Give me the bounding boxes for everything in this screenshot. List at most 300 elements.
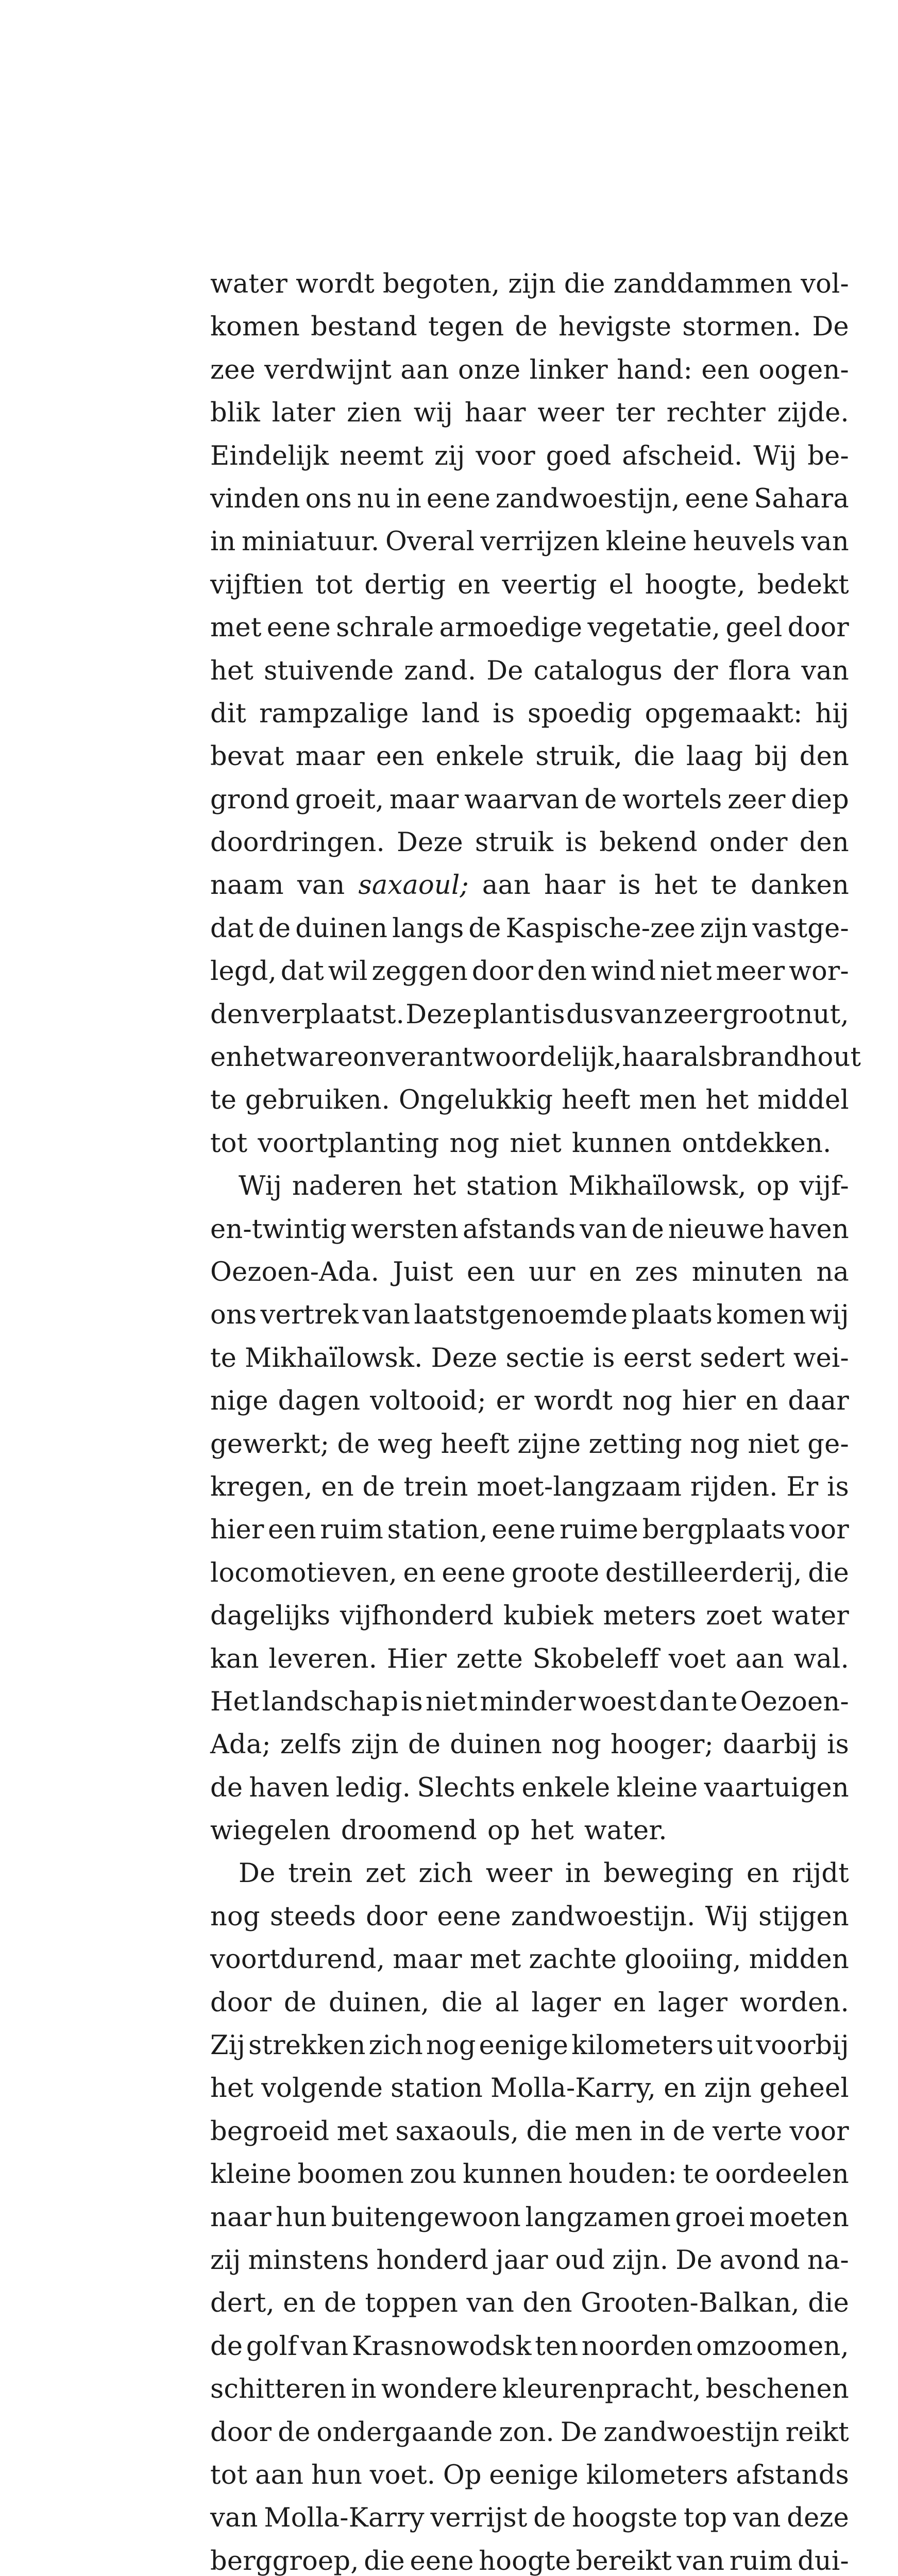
text-line bbox=[210, 435, 849, 478]
word: De bbox=[239, 1858, 276, 1889]
word: wil bbox=[328, 956, 368, 987]
text-line bbox=[210, 1938, 849, 1981]
word: eene bbox=[426, 483, 491, 514]
word: verrijzen bbox=[480, 527, 600, 557]
word: voltooid; bbox=[370, 1386, 486, 1417]
word: die bbox=[442, 1987, 483, 2018]
word: vinden bbox=[210, 483, 300, 514]
word: de bbox=[210, 2331, 243, 2362]
word: Deze bbox=[396, 827, 463, 858]
word: Mikhaïlowsk, bbox=[568, 1171, 747, 1202]
text-line bbox=[210, 2024, 849, 2067]
text-line bbox=[210, 1895, 849, 1938]
word: is bbox=[543, 999, 565, 1030]
word: die bbox=[808, 1557, 849, 1588]
word: landschap bbox=[262, 1686, 399, 1717]
word: wondere bbox=[381, 2374, 498, 2405]
word: Wij bbox=[753, 440, 797, 471]
word: zanddammen bbox=[613, 269, 793, 299]
word: catalogus bbox=[533, 655, 663, 686]
text-line bbox=[210, 1509, 849, 1551]
text-line bbox=[210, 1208, 849, 1251]
word: door bbox=[210, 1987, 272, 2018]
word: zandwoestijn, bbox=[495, 483, 680, 514]
word: eerst bbox=[623, 1343, 692, 1374]
word: ter bbox=[616, 398, 655, 429]
text-line bbox=[210, 2454, 849, 2497]
word: en bbox=[613, 1987, 646, 2018]
word: bereikt bbox=[575, 2546, 672, 2576]
word: water bbox=[771, 1601, 849, 1632]
text-line bbox=[210, 864, 849, 907]
text-line bbox=[210, 2239, 849, 2282]
word: maar bbox=[389, 784, 459, 815]
word: wordt bbox=[296, 269, 375, 299]
word: komen bbox=[716, 1300, 806, 1331]
word: later bbox=[272, 398, 335, 429]
word: hij bbox=[815, 698, 849, 729]
word: Molla-Karry, bbox=[490, 2073, 656, 2104]
word: van bbox=[466, 2288, 515, 2319]
word: in bbox=[210, 527, 236, 557]
word: rijdt bbox=[792, 1858, 849, 1889]
text-line bbox=[210, 2325, 849, 2368]
word: zon. bbox=[499, 2417, 554, 2448]
word: oud bbox=[555, 2245, 605, 2276]
word: hoogte, bbox=[645, 569, 745, 600]
word: onverantwoordelijk, bbox=[352, 1042, 622, 1073]
word: nog bbox=[551, 1730, 601, 1760]
text-line bbox=[210, 1809, 849, 1852]
word: hoogte bbox=[479, 2546, 571, 2576]
word: lager bbox=[658, 1987, 728, 2018]
word: stuivende bbox=[264, 655, 394, 686]
word: buitengewoon bbox=[331, 2202, 521, 2233]
word: en bbox=[745, 1386, 778, 1417]
word: wij bbox=[809, 1300, 849, 1331]
word: duinen bbox=[450, 1730, 543, 1760]
word: Ada; bbox=[210, 1730, 271, 1760]
word: bestand bbox=[311, 312, 417, 343]
word: een bbox=[701, 354, 750, 385]
word: nut, bbox=[795, 999, 849, 1030]
word: vijfhonderd bbox=[340, 1601, 494, 1632]
word: ons bbox=[210, 1300, 257, 1331]
word: heuvels bbox=[693, 527, 795, 557]
word: Krasnowodsk bbox=[351, 2331, 532, 2362]
word: Zij bbox=[210, 2030, 246, 2061]
word: geheel bbox=[759, 2073, 849, 2104]
word: ruime bbox=[560, 1515, 639, 1546]
word: boomen bbox=[297, 2159, 404, 2190]
word: komen bbox=[210, 312, 300, 343]
word: de bbox=[362, 1471, 395, 1502]
word: daar bbox=[788, 1386, 849, 1417]
word: met bbox=[469, 1944, 521, 1975]
word: begoten, bbox=[382, 269, 500, 299]
word: struik, bbox=[535, 741, 623, 772]
word: duinen bbox=[295, 913, 388, 944]
word: laag bbox=[686, 741, 743, 772]
word: jaar bbox=[495, 2245, 548, 2276]
word: reikt bbox=[785, 2417, 849, 2448]
word: legd, bbox=[210, 956, 277, 987]
word: als bbox=[683, 1042, 721, 1073]
word: ten bbox=[535, 2331, 579, 2362]
word: kleine bbox=[616, 1772, 698, 1803]
word: naar bbox=[210, 2202, 272, 2233]
word: de bbox=[631, 1214, 665, 1245]
word: en bbox=[321, 1471, 354, 1502]
word: eene bbox=[685, 483, 749, 514]
word: Oezoen-Ada. bbox=[210, 1257, 380, 1287]
word: noorden bbox=[581, 2331, 693, 2362]
word: is bbox=[493, 698, 515, 729]
word: droomend bbox=[341, 1816, 477, 1846]
word: de bbox=[408, 1730, 441, 1760]
word: midden bbox=[749, 1944, 849, 1975]
word: bergplaats bbox=[642, 1515, 786, 1546]
word: kleine bbox=[605, 527, 687, 557]
word: Op bbox=[443, 2460, 482, 2490]
word: vertrek bbox=[260, 1300, 359, 1331]
word: haar bbox=[622, 1042, 684, 1073]
word: zand. bbox=[404, 655, 477, 686]
word: dus bbox=[566, 999, 614, 1030]
word: van bbox=[580, 1214, 628, 1245]
word: het bbox=[530, 1816, 574, 1846]
word: eene bbox=[410, 2546, 474, 2576]
word: afstands bbox=[462, 1214, 576, 1245]
word: stormen. bbox=[682, 312, 802, 343]
word: diep bbox=[791, 784, 849, 815]
word: dagelijks bbox=[210, 1601, 331, 1632]
word: spoedig bbox=[528, 698, 632, 729]
word: verte bbox=[713, 2116, 783, 2147]
word: maar bbox=[295, 741, 365, 772]
word: lager bbox=[531, 1987, 601, 2018]
word: strekken bbox=[248, 2030, 366, 2061]
word: De bbox=[486, 655, 523, 686]
word: dit bbox=[210, 698, 247, 729]
word: enkele bbox=[521, 1772, 611, 1803]
word: zeer bbox=[727, 784, 786, 815]
word: minstens bbox=[248, 2245, 369, 2276]
word: bevat bbox=[210, 741, 284, 772]
word: nu bbox=[357, 483, 391, 514]
word: danken bbox=[750, 870, 849, 901]
word: enkele bbox=[435, 741, 524, 772]
word: Oezoen- bbox=[740, 1686, 849, 1717]
word: vastge- bbox=[752, 913, 849, 944]
word: be- bbox=[807, 440, 849, 471]
text-line bbox=[210, 2368, 849, 2411]
word: en bbox=[210, 1042, 243, 1073]
word: zijn bbox=[351, 1730, 399, 1760]
word: aan bbox=[482, 870, 531, 901]
word: water bbox=[210, 269, 288, 299]
word: moeten bbox=[749, 2202, 849, 2233]
text-line bbox=[210, 520, 849, 563]
word: Er bbox=[786, 1471, 819, 1502]
word: hoogste bbox=[572, 2503, 678, 2534]
word: is bbox=[618, 870, 641, 901]
word: van bbox=[801, 655, 849, 686]
word: de bbox=[515, 312, 548, 343]
word: Sahara bbox=[754, 483, 849, 514]
word: die bbox=[526, 2116, 568, 2147]
text-line bbox=[210, 1380, 849, 1422]
word: door bbox=[210, 2417, 272, 2448]
word: den bbox=[537, 956, 587, 987]
word: hand: bbox=[617, 354, 693, 385]
word: hun bbox=[276, 2202, 327, 2233]
word: steeds bbox=[269, 1901, 356, 1932]
word: toppen bbox=[365, 2288, 459, 2319]
word: ruim bbox=[320, 1515, 384, 1546]
word: Deze bbox=[405, 999, 472, 1030]
word: linker bbox=[529, 354, 608, 385]
word: Ongelukkig bbox=[398, 1085, 553, 1116]
text-line bbox=[210, 1681, 849, 1723]
word: deze bbox=[787, 2503, 849, 2534]
word: zich bbox=[368, 2030, 423, 2061]
text-line bbox=[210, 1767, 849, 1809]
word: destilleerderij, bbox=[605, 1557, 802, 1588]
word: niet bbox=[510, 1128, 562, 1159]
word: afscheid. bbox=[622, 440, 743, 471]
word: heeft bbox=[562, 1085, 631, 1116]
word: goed bbox=[546, 440, 612, 471]
word: ontdekken. bbox=[682, 1128, 832, 1159]
word: verplaatst. bbox=[261, 999, 405, 1030]
text-line bbox=[210, 1723, 849, 1766]
word: is bbox=[401, 1686, 423, 1717]
word: het bbox=[705, 1085, 749, 1116]
word: el bbox=[608, 569, 633, 600]
word: groote bbox=[512, 1557, 600, 1588]
word: dan bbox=[659, 1686, 709, 1717]
word: trein bbox=[403, 1471, 468, 1502]
word: te bbox=[683, 2159, 709, 2190]
text-line bbox=[210, 650, 849, 692]
word: en bbox=[458, 569, 490, 600]
word: ware bbox=[286, 1042, 353, 1073]
word: nige bbox=[210, 1386, 268, 1417]
word: wortels bbox=[622, 784, 722, 815]
word: het bbox=[243, 1042, 286, 1073]
text-line bbox=[210, 1981, 849, 2024]
word: het bbox=[210, 655, 254, 686]
word: honderd bbox=[376, 2245, 488, 2276]
word: de bbox=[324, 2288, 357, 2319]
word: op bbox=[487, 1816, 520, 1846]
word: beschenen bbox=[705, 2374, 849, 2405]
text-line bbox=[210, 1595, 849, 1637]
word: ondergaande bbox=[316, 2417, 493, 2448]
word: zijn bbox=[700, 913, 748, 944]
word: hier bbox=[682, 1386, 736, 1417]
word: wersten bbox=[350, 1214, 459, 1245]
word: minder bbox=[480, 1686, 576, 1717]
text-line bbox=[210, 1036, 861, 1079]
word: Hier bbox=[386, 1643, 447, 1674]
word: onder bbox=[709, 827, 788, 858]
word: sedert bbox=[700, 1343, 785, 1374]
word: Het bbox=[210, 1686, 260, 1717]
word: rampzalige bbox=[259, 698, 409, 729]
word: men bbox=[574, 2116, 633, 2147]
word: wordt bbox=[534, 1386, 613, 1417]
word: vaartuigen bbox=[704, 1772, 849, 1803]
word: en bbox=[403, 1557, 436, 1588]
word: tegen bbox=[428, 312, 504, 343]
word: haven bbox=[768, 1214, 849, 1245]
word: rijden. bbox=[690, 1471, 778, 1502]
word: zijn bbox=[704, 2073, 752, 2104]
word: geel bbox=[725, 613, 783, 643]
word: voor bbox=[789, 2116, 849, 2147]
word: zoet bbox=[706, 1601, 763, 1632]
word: daarbij bbox=[723, 1730, 818, 1760]
word: en bbox=[588, 1257, 622, 1287]
word: haar bbox=[464, 398, 526, 429]
word: is bbox=[565, 827, 588, 858]
body-text bbox=[210, 263, 861, 2576]
word: beweging bbox=[603, 1858, 734, 1889]
text-line bbox=[210, 478, 849, 520]
word: een bbox=[466, 1257, 515, 1287]
word: bekend bbox=[599, 827, 698, 858]
word: heeft bbox=[440, 1429, 510, 1460]
word: vegetatie, bbox=[587, 613, 721, 643]
word: verrijst bbox=[430, 2503, 528, 2534]
text-line bbox=[210, 2282, 849, 2325]
word: opgemaakt: bbox=[645, 698, 803, 729]
text-line bbox=[210, 2411, 849, 2454]
word: groeit, bbox=[295, 784, 384, 815]
word: veertig bbox=[502, 569, 597, 600]
word: van bbox=[615, 999, 663, 1030]
word: waarvan bbox=[464, 784, 579, 815]
word: volgende bbox=[261, 2073, 383, 2104]
word: grond bbox=[210, 784, 290, 815]
text-line bbox=[210, 2067, 849, 2110]
word: aan bbox=[735, 1643, 784, 1674]
text-line bbox=[210, 564, 849, 606]
word: van bbox=[210, 2503, 258, 2534]
word: de bbox=[210, 1772, 243, 1803]
word: rechter bbox=[666, 398, 766, 429]
word: doordringen. bbox=[210, 827, 385, 858]
word: haven bbox=[249, 1772, 330, 1803]
word: groei bbox=[675, 2202, 745, 2233]
word: met bbox=[336, 2116, 388, 2147]
word: in bbox=[396, 483, 422, 514]
word: miniatuur. bbox=[242, 527, 380, 557]
word: omzoomen, bbox=[696, 2331, 849, 2362]
word: zandwoestijn bbox=[603, 2417, 780, 2448]
word: voor bbox=[789, 1515, 849, 1546]
word: wind bbox=[590, 956, 656, 987]
word: men bbox=[639, 1085, 697, 1116]
word: zette bbox=[456, 1643, 523, 1674]
word: uur bbox=[529, 1257, 575, 1287]
text-line bbox=[210, 1165, 849, 1208]
word: nog bbox=[210, 1901, 260, 1932]
word: Wij bbox=[239, 1171, 282, 1202]
word: dui- bbox=[798, 2546, 849, 2576]
word: oordeelen bbox=[715, 2159, 849, 2190]
word: voet. bbox=[369, 2460, 436, 2490]
word: station, bbox=[387, 1515, 488, 1546]
word: brandhout bbox=[721, 1042, 861, 1073]
word: kunnen bbox=[463, 2159, 563, 2190]
word: worden. bbox=[739, 1987, 849, 2018]
text-line bbox=[210, 778, 849, 821]
word: van bbox=[676, 2546, 725, 2576]
word: van bbox=[733, 2503, 781, 2534]
word: trein bbox=[288, 1858, 353, 1889]
text-line bbox=[210, 1294, 849, 1336]
word: struik bbox=[475, 827, 554, 858]
text-line bbox=[210, 821, 849, 864]
word: vijf- bbox=[799, 1171, 849, 1202]
word: in bbox=[639, 2116, 666, 2147]
word: locomotieven, bbox=[210, 1557, 397, 1588]
word: Molla-Karry bbox=[264, 2503, 425, 2534]
word: zijn. bbox=[612, 2245, 669, 2276]
word: haar bbox=[544, 870, 605, 901]
text-line bbox=[210, 950, 849, 993]
word: van bbox=[801, 527, 849, 557]
text-line bbox=[210, 2110, 849, 2153]
word: dat bbox=[210, 913, 254, 944]
word: Slechts bbox=[417, 1772, 516, 1803]
word: begroeid bbox=[210, 2116, 330, 2147]
word: de bbox=[258, 913, 291, 944]
word: die bbox=[564, 269, 605, 299]
word: laatstgenoemde bbox=[414, 1300, 628, 1331]
word: aan bbox=[400, 354, 449, 385]
text-line bbox=[210, 263, 849, 306]
word: van bbox=[300, 2331, 349, 2362]
text-line bbox=[210, 1466, 849, 1509]
paragraph bbox=[210, 1165, 849, 1852]
word: woest bbox=[578, 1686, 657, 1717]
word: stijgen bbox=[758, 1901, 849, 1932]
word: golf bbox=[246, 2331, 298, 2362]
text-line bbox=[210, 2153, 849, 2196]
word: weg bbox=[378, 1429, 433, 1460]
word: zee bbox=[210, 354, 256, 385]
word: den bbox=[799, 741, 849, 772]
text-line bbox=[210, 993, 849, 1036]
word: te bbox=[210, 1343, 237, 1374]
word: avond bbox=[719, 2245, 800, 2276]
word: in bbox=[351, 2374, 377, 2405]
word: zeggen bbox=[371, 956, 468, 987]
word: van bbox=[362, 1300, 411, 1331]
word: eene bbox=[266, 613, 331, 643]
word: Kaspische-zee bbox=[505, 913, 696, 944]
word: middel bbox=[757, 1085, 849, 1116]
word: kilometers bbox=[586, 2460, 728, 2490]
word: zandwoestijn. bbox=[511, 1901, 696, 1932]
word: naderen bbox=[292, 1171, 403, 1202]
word: Mikhaïlowsk. bbox=[245, 1343, 423, 1374]
word: De bbox=[812, 312, 849, 343]
